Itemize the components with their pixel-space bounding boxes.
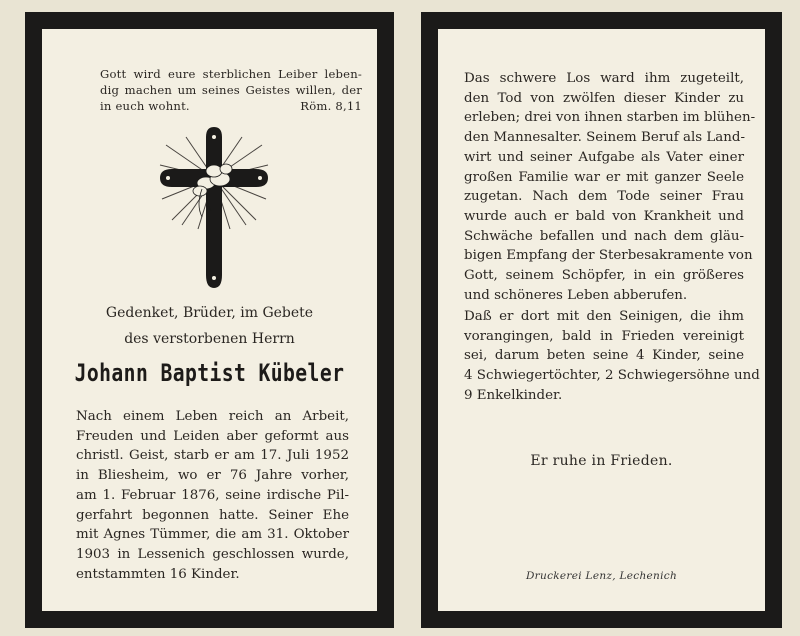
rest-in-peace-line: Er ruhe in Frieden. — [530, 453, 673, 469]
verse-line: dig machen um seines Geistes willen, der — [100, 83, 362, 97]
deceased-name: Johann Baptist Kübeler — [74, 359, 345, 387]
text-line: bigen Empfang der Sterbesakramente von — [464, 248, 753, 264]
cross-icon — [156, 125, 272, 291]
text-line: Freuden und Leiden aber geformt aus — [76, 428, 349, 444]
text-line: zugetan. Nach dem Tode seiner Frau — [464, 189, 744, 205]
text-line: großen Familie war er mit ganzer Seele — [464, 169, 744, 185]
text-line: am 1. Februar 1876, seine irdische Pil- — [76, 487, 349, 503]
text-line: erleben; drei von ihnen starben im blühen- — [464, 110, 756, 126]
text-line: und schöneres Leben abberufen. — [464, 287, 688, 303]
text-line: in Bliesheim, wo er 76 Jahre vorher, — [76, 468, 349, 484]
text-line: gerfahrt begonnen hatte. Seiner Ehe — [76, 507, 349, 523]
text-line: christl. Geist, starb er am 17. Juli 1952 — [76, 448, 349, 464]
verse-line: in euch wohnt. — [100, 99, 190, 113]
verse-line: Gott wird eure sterblichen Leiber leben- — [100, 67, 362, 81]
biography-text — [76, 407, 349, 584]
paragraph-family — [464, 69, 756, 305]
text-line: wirt und seiner Aufgabe als Vater einer — [464, 149, 744, 165]
text-line: vorangingen, bald in Frieden vereinigt — [464, 328, 744, 344]
text-line: den Mannesalter. Seinem Beruf als Land- — [464, 130, 746, 146]
bible-verse — [100, 66, 362, 114]
text-line: entstammten 16 Kinder. — [76, 566, 240, 582]
printer-imprint: Druckerei Lenz, Lechenich — [525, 570, 678, 582]
text-line: 9 Enkelkinder. — [464, 387, 563, 403]
text-line: den Tod von zwölfen dieser Kinder zu — [464, 90, 744, 106]
text-line: sei, darum beten seine 4 Kinder, seine — [464, 348, 744, 364]
text-line: wurde auch er bald von Krankheit und — [464, 208, 744, 224]
verse-reference: Röm. 8,11 — [300, 99, 362, 113]
text-line: 4 Schwiegertöchter, 2 Schwiegersöhne und — [464, 368, 760, 384]
left-card-panel — [25, 12, 394, 628]
paragraph-survivors — [464, 307, 760, 406]
text-line: Daß er dort mit den Seinigen, die ihm — [464, 309, 744, 324]
text-line: Gott, seinem Schöpfer, in ein größeres — [464, 268, 744, 284]
text-line: mit Agnes Tümmer, die am 31. Oktober — [76, 527, 349, 543]
text-line: Nach einem Leben reich an Arbeit, — [76, 409, 349, 424]
right-card-panel — [421, 12, 782, 628]
text-line: Schwäche befallen und nach dem gläu- — [464, 228, 744, 244]
prayer-line: des verstorbenen Herrn — [124, 331, 295, 347]
text-line: 1903 in Lessenich geschlossen wurde, — [76, 546, 349, 562]
text-line: Das schwere Los ward ihm zugeteilt, — [464, 71, 744, 86]
prayer-line: Gedenket, Brüder, im Gebete — [105, 305, 314, 321]
